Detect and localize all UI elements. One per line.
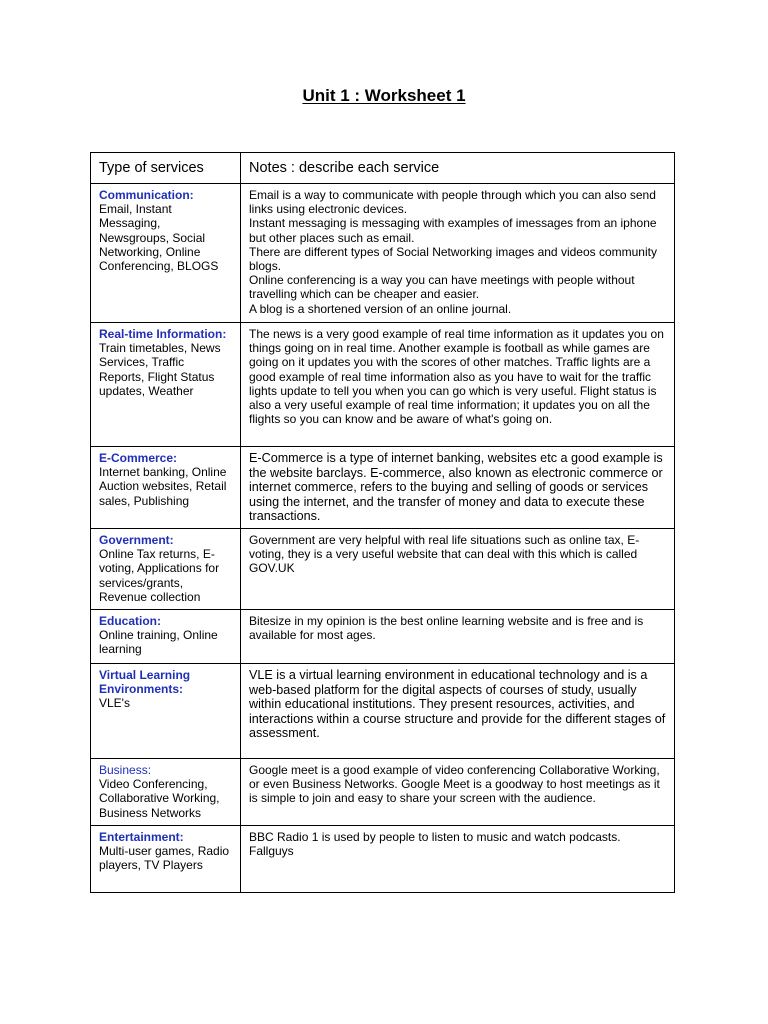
table-row bbox=[91, 610, 675, 664]
category-cell bbox=[91, 184, 241, 323]
note-text: VLE is a virtual learning environment in educational technology and is a web-based platform for the digital aspects of courses of study, usually within educational institutions. They present resources, activities, and interactions within a course structure and provide for the different stages of assessment. bbox=[249, 668, 666, 741]
category-items: Online training, Online learning bbox=[99, 628, 218, 657]
category-name: Communication: bbox=[99, 188, 194, 202]
category-name: Entertainment: bbox=[99, 830, 184, 844]
category-name: Government: bbox=[99, 533, 174, 547]
category-items: Internet banking, Online Auction websites, Retail sales, Publishing bbox=[99, 465, 227, 508]
note-text: Google meet is a good example of video conferencing Collaborative Working, or even Business Networks. Google Meet is a goodway to host meetings as it is simple to join and easy to share your screen with the audience. bbox=[249, 763, 660, 806]
category-cell bbox=[91, 447, 241, 529]
category-items: VLE's bbox=[99, 696, 130, 711]
note-text: There are different types of Social Networking images and videos community blogs. bbox=[249, 244, 657, 274]
category-cell bbox=[91, 664, 241, 759]
category-cell bbox=[91, 610, 241, 664]
table-row bbox=[91, 826, 675, 893]
table-row bbox=[91, 529, 675, 610]
page-title: Unit 1 : Worksheet 1 bbox=[302, 86, 466, 105]
category-name: Real-time Information: bbox=[99, 327, 227, 341]
category-items: Multi-user games, Radio players, TV Players bbox=[99, 844, 230, 873]
category-cell bbox=[91, 529, 241, 610]
table-row bbox=[91, 759, 675, 826]
note-text: Bitesize in my opinion is the best online learning website and is free and is available for most ages. bbox=[249, 614, 644, 643]
table-row bbox=[91, 323, 675, 447]
category-cell bbox=[91, 826, 241, 893]
category-name: E-Commerce: bbox=[99, 451, 178, 465]
note-text: Online conferencing is a way you can have meetings with people without travelling which can be cheaper and easier. bbox=[249, 273, 635, 302]
category-name: Virtual Learning Environments: bbox=[99, 668, 191, 697]
services-table bbox=[90, 152, 675, 893]
notes-cell bbox=[241, 610, 675, 664]
note-text: Government are very helpful with real life situations such as online tax, E-voting, they is a very useful website that can deal with this which is called GOV.UK bbox=[249, 533, 640, 576]
table-row bbox=[91, 184, 675, 323]
category-items: Online Tax returns, E-voting, Applications for services/grants, Revenue collection bbox=[99, 547, 220, 604]
notes-cell bbox=[241, 323, 675, 447]
note-text: The news is a very good example of real time information as it updates you on things going on in real time. Another example is football as while games are going on it updates you with the scores of other matches. Traffic lights are a good example of real time information also as you have to wait for the traffic lights update to tell you when you can go which is very useful. Flight status is also a very useful example of real time information; it updates you on all the flights so you can know and be aware of what's going on. bbox=[249, 327, 664, 427]
note-text: A blog is a shortened version of an online journal. bbox=[249, 301, 512, 316]
notes-cell bbox=[241, 447, 675, 529]
note-text: Instant messaging is messaging with examples of imessages from an iphone but other places such as email. bbox=[249, 216, 657, 245]
table-row bbox=[91, 447, 675, 529]
note-text: BBC Radio 1 is used by people to listen to music and watch podcasts. Fallguys bbox=[249, 830, 621, 859]
notes-cell bbox=[241, 184, 675, 323]
category-cell bbox=[91, 323, 241, 447]
table-header-row bbox=[91, 153, 675, 184]
header-type-of-services: Type of services bbox=[91, 153, 241, 184]
notes-cell bbox=[241, 529, 675, 610]
category-items: Video Conferencing, Collaborative Working, Business Networks bbox=[99, 777, 220, 820]
notes-cell bbox=[241, 664, 675, 759]
category-name: Education: bbox=[99, 614, 161, 628]
category-cell bbox=[91, 759, 241, 826]
category-name: Business: bbox=[99, 763, 152, 777]
header-notes: Notes : describe each service bbox=[241, 153, 675, 184]
note-text: Email is a way to communicate with people through which you can also send links using electronic devices. bbox=[249, 188, 656, 217]
category-items: Train timetables, News Services, Traffic Reports, Flight Status updates, Weather bbox=[99, 341, 221, 398]
note-text: E-Commerce is a type of internet banking, websites etc a good example is the website barclays. E-commerce, also known as electronic commerce or internet commerce, refers to the buying and selling of goods or services using the internet, and the transfer of money and data to execute these transactions. bbox=[249, 451, 663, 524]
table-row bbox=[91, 664, 675, 759]
notes-cell bbox=[241, 759, 675, 826]
category-items: Email, Instant Messaging, Newsgroups, Social Networking, Online Conferencing, BLOGS bbox=[99, 202, 219, 274]
notes-cell bbox=[241, 826, 675, 893]
